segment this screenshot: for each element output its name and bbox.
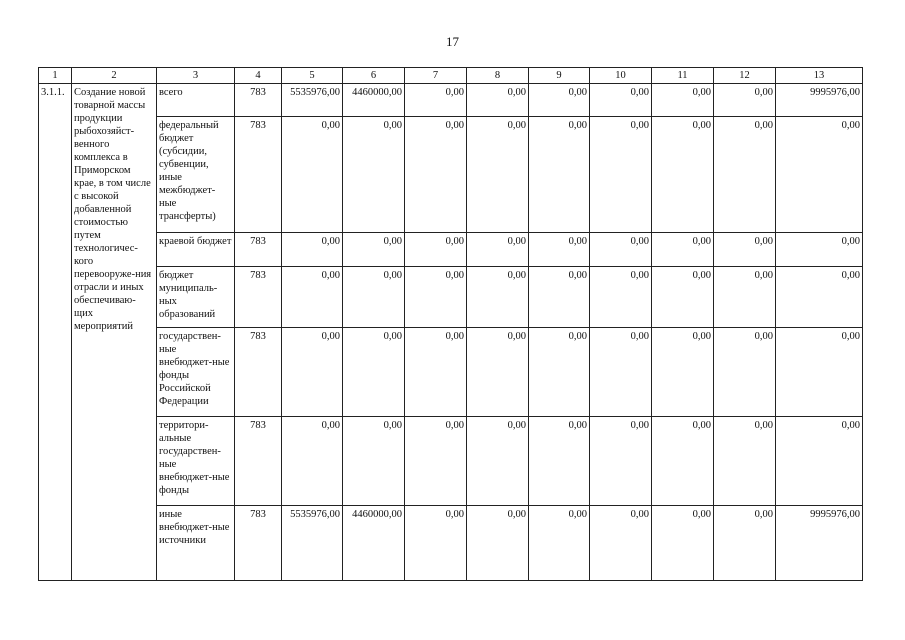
cell-total: 0,00 bbox=[776, 328, 863, 417]
cell-value: 0,00 bbox=[467, 328, 529, 417]
cell-value: 0,00 bbox=[652, 267, 714, 328]
column-number-cell: 13 bbox=[776, 68, 863, 84]
cell-value: 0,00 bbox=[529, 117, 590, 233]
cell-value: 0,00 bbox=[652, 117, 714, 233]
cell-value: 0,00 bbox=[467, 267, 529, 328]
funding-source: территори-альные государствен-ные внебюджет-ные фонды bbox=[157, 417, 235, 506]
item-code: 3.1.1. bbox=[39, 84, 72, 581]
column-number-cell: 8 bbox=[467, 68, 529, 84]
funding-source: иные внебюджет-ные источники bbox=[157, 506, 235, 581]
cell-value: 0,00 bbox=[590, 233, 652, 267]
cell-value: 0,00 bbox=[529, 328, 590, 417]
column-number-cell: 3 bbox=[157, 68, 235, 84]
cell-value: 0,00 bbox=[405, 267, 467, 328]
column-number-cell: 9 bbox=[529, 68, 590, 84]
cell-value: 0,00 bbox=[282, 417, 343, 506]
cell-value: 0,00 bbox=[590, 328, 652, 417]
column-number-cell: 2 bbox=[72, 68, 157, 84]
cell-value: 0,00 bbox=[343, 233, 405, 267]
cell-code: 783 bbox=[235, 84, 282, 117]
cell-value: 0,00 bbox=[714, 506, 776, 581]
cell-value: 0,00 bbox=[343, 267, 405, 328]
cell-value: 0,00 bbox=[590, 84, 652, 117]
page-number: 17 bbox=[446, 34, 459, 49]
cell-value: 0,00 bbox=[652, 84, 714, 117]
cell-value: 0,00 bbox=[529, 417, 590, 506]
cell-value: 0,00 bbox=[714, 328, 776, 417]
cell-value: 0,00 bbox=[467, 84, 529, 117]
cell-code: 783 bbox=[235, 117, 282, 233]
funding-source: всего bbox=[157, 84, 235, 117]
cell-value: 0,00 bbox=[590, 267, 652, 328]
column-number-cell: 12 bbox=[714, 68, 776, 84]
cell-total: 9995976,00 bbox=[776, 506, 863, 581]
cell-value: 0,00 bbox=[714, 84, 776, 117]
cell-value: 0,00 bbox=[282, 328, 343, 417]
cell-value: 0,00 bbox=[405, 84, 467, 117]
cell-value: 0,00 bbox=[343, 417, 405, 506]
cell-value: 4460000,00 bbox=[343, 506, 405, 581]
column-number-cell: 1 bbox=[39, 68, 72, 84]
cell-code: 783 bbox=[235, 506, 282, 581]
budget-table bbox=[38, 67, 863, 581]
cell-value: 0,00 bbox=[590, 506, 652, 581]
cell-value: 0,00 bbox=[282, 117, 343, 233]
table-row bbox=[39, 328, 863, 417]
funding-source: государствен-ные внебюджет-ные фонды Российской Федерации bbox=[157, 328, 235, 417]
column-number-row bbox=[39, 68, 863, 84]
cell-value: 0,00 bbox=[405, 506, 467, 581]
cell-value: 0,00 bbox=[714, 417, 776, 506]
column-number-cell: 7 bbox=[405, 68, 467, 84]
table-row bbox=[39, 506, 863, 581]
cell-value: 0,00 bbox=[467, 117, 529, 233]
cell-code: 783 bbox=[235, 417, 282, 506]
cell-value: 0,00 bbox=[405, 328, 467, 417]
cell-value: 0,00 bbox=[405, 117, 467, 233]
column-number-cell: 6 bbox=[343, 68, 405, 84]
cell-value: 0,00 bbox=[714, 233, 776, 267]
funding-source: краевой бюджет bbox=[157, 233, 235, 267]
cell-value: 0,00 bbox=[590, 117, 652, 233]
column-number-cell: 4 bbox=[235, 68, 282, 84]
cell-value: 0,00 bbox=[467, 506, 529, 581]
cell-value: 0,00 bbox=[343, 328, 405, 417]
item-name: Создание новой товарной массы продукции рыбохозяйст-венного комплекса в Приморском крае, в том числе с высокой добавленной стоимостью путем технологичес-кого перевооруже-ния отрасли и иных обеспечиваю-щих мероприятий bbox=[72, 84, 157, 581]
cell-value: 5535976,00 bbox=[282, 506, 343, 581]
cell-value: 0,00 bbox=[590, 417, 652, 506]
cell-total: 0,00 bbox=[776, 117, 863, 233]
cell-value: 0,00 bbox=[282, 233, 343, 267]
cell-total: 0,00 bbox=[776, 267, 863, 328]
cell-value: 0,00 bbox=[529, 84, 590, 117]
cell-value: 0,00 bbox=[529, 233, 590, 267]
cell-total: 0,00 bbox=[776, 417, 863, 506]
cell-code: 783 bbox=[235, 233, 282, 267]
funding-source: федеральный бюджет (субсидии, субвенции, иные межбюджет-ные трансферты) bbox=[157, 117, 235, 233]
cell-code: 783 bbox=[235, 328, 282, 417]
table-row bbox=[39, 233, 863, 267]
table-row bbox=[39, 117, 863, 233]
column-number-cell: 11 bbox=[652, 68, 714, 84]
cell-code: 783 bbox=[235, 267, 282, 328]
cell-value: 0,00 bbox=[282, 267, 343, 328]
cell-total: 0,00 bbox=[776, 233, 863, 267]
cell-value: 0,00 bbox=[467, 233, 529, 267]
funding-source: бюджет муниципаль-ных образований bbox=[157, 267, 235, 328]
cell-value: 0,00 bbox=[405, 417, 467, 506]
cell-value: 4460000,00 bbox=[343, 84, 405, 117]
table-row bbox=[39, 84, 863, 117]
cell-value: 0,00 bbox=[652, 417, 714, 506]
cell-value: 0,00 bbox=[714, 267, 776, 328]
cell-value: 0,00 bbox=[652, 233, 714, 267]
cell-value: 0,00 bbox=[467, 417, 529, 506]
cell-value: 0,00 bbox=[652, 506, 714, 581]
cell-value: 0,00 bbox=[714, 117, 776, 233]
cell-value: 0,00 bbox=[529, 506, 590, 581]
cell-total: 9995976,00 bbox=[776, 84, 863, 117]
cell-value: 5535976,00 bbox=[282, 84, 343, 117]
cell-value: 0,00 bbox=[529, 267, 590, 328]
table-row bbox=[39, 267, 863, 328]
cell-value: 0,00 bbox=[652, 328, 714, 417]
cell-value: 0,00 bbox=[343, 117, 405, 233]
table-row bbox=[39, 417, 863, 506]
cell-value: 0,00 bbox=[405, 233, 467, 267]
column-number-cell: 10 bbox=[590, 68, 652, 84]
column-number-cell: 5 bbox=[282, 68, 343, 84]
